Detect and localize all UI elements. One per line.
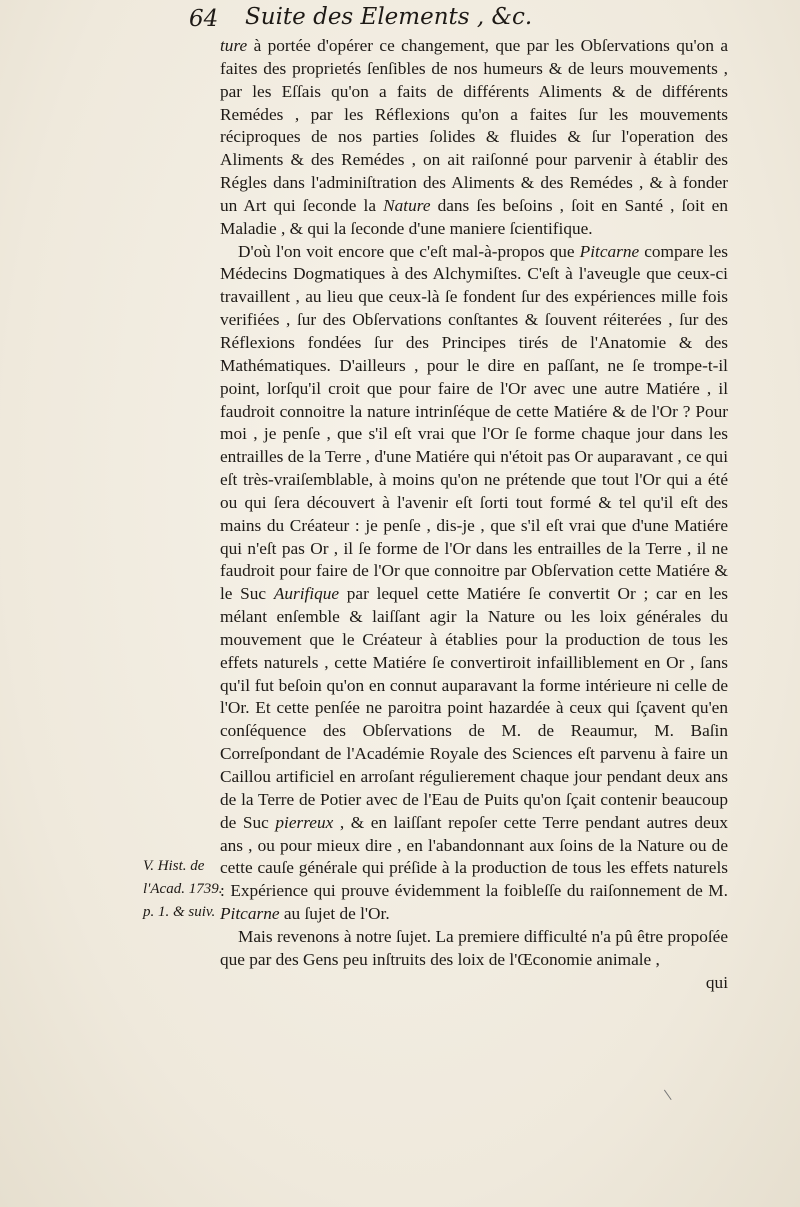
margin-note-line: p. 1. & suiv. (143, 903, 216, 920)
italic-word: ture (220, 36, 248, 55)
page-number: 64 (189, 6, 219, 32)
paragraph-3: Mais revenons à notre ſujet. La premiere difficulté n'a pû être propoſée que par des Gens peu inſtruits des loix de l'Œconomie animale , (220, 926, 728, 969)
italic-word: Pitcarne (220, 904, 280, 924)
running-title: Suite des Elements , &c. (245, 4, 533, 30)
italic-word: Aurifique (273, 584, 340, 604)
italic-word: Pitcarne (579, 241, 640, 261)
italic-word: Nature (383, 195, 431, 215)
margin-note-line: V. Hist. de (143, 858, 205, 874)
italic-word: pierreux (275, 812, 334, 832)
margin-note-line: l'Acad. 1739. (143, 880, 223, 897)
scan-mark (664, 1088, 674, 1100)
body-text (220, 35, 728, 994)
margin-note (143, 855, 223, 924)
catchword: qui (705, 972, 728, 992)
paragraph-1: ture à portée d'opérer ce changement, que par les Obſervations qu'on a faites des proprietés ſenſibles de nos humeurs & de leurs mouvements , par les Eſſais qu'on a faits de différents Aliments & de différents Remédes , par les Réflexions qu'on a faites ſur les mouvements réciproques de nos parties ſolides & fluides & ſur l'operation des Aliments & des Remédes , on ait raiſonné pour parvenir à établir des Régles dans l'adminiſtration des Aliments & des Remédes , & à fonder un Art qui ſeconde la Nature dans ſes beſoins , ſoit en Santé , ſoit en Maladie , & qui la ſeconde d'une maniere ſcientifique. (220, 36, 728, 238)
paragraph-2: D'où l'on voit encore que c'eſt mal-à-propos que Pitcarne compare les Médecins Dogmatiques à des Alchymiſtes. C'eſt à l'aveugle que ceux-ci travaillent , au lieu que ceux-là ſe fondent ſur des expériences mille fois verifiées , ſur des Obſervations conſtantes & ſouvent réiterées , ſur des Réflexions fondées ſur des Principes tirés de l'Anatomie & des Mathématiques. D'ailleurs , pour le dire en paſſant, ne ſe trompe-t-il point, lorſqu'il croit que pour faire de l'Or avec une autre Matiére , il faudroit connoitre la nature intrinſéque de cette Matiére & de l'Or ? Pour moi , je penſe , que s'il eſt vrai que l'Or ſe forme chaque jour dans les entrailles de la Terre , d'une Matiére qui n'étoit pas Or auparavant , ce qui eſt très-vraiſemblable, à moins qu'on ne prétende que tout l'Or qui a été ou qui ſera découvert à l'avenir eſt ſorti tout formé & tel qu'il eſt des mains du Créateur : je penſe , dis-je , que s'il eſt vrai que d'une Matiére qui n'eſt pas Or , il ſe forme de l'Or dans les entrailles de la Terre , il ne faudroit pour faire de l'Or que connoitre par Obſervation cette Matiére & le Suc Aurifique par lequel cette Matiére ſe convertit Or ; car en les mélant enſemble & laiſſant agir la Nature ou les loix générales du mouvement que le Créateur à établies pour la production de tous les effets naturels , cette Matiére ſe convertiroit infailliblement en Or , ſans qu'il fut beſoin qu'on en connut auparavant la forme intérieure ni celle de l'Or. Et cette penſée ne paroitra point hazardée à ceux qui ſçavent qu'en conſéquence des Obſervations de M. de Reaumur, M. Baſin Correſpondant de l'Académie Royale des Sciences eſt parvenu à faire un Caillou artificiel en arroſant régulierement chaque jour pendant deux ans de la Terre de Potier avec de l'Eau de Puits qu'on ſçait contenir beaucoup de Suc pierreux , & en laiſſant repoſer cette Terre pendant autres deux ans , ou pour mieux dire , en l'abandonnant aux ſoins de la Nature ou de cette cauſe générale qui préſide à la production de tous les effets naturels : Expérience qui prouve évidemment la foibleſſe du raiſonnement de M. Pitcarne au ſujet de l'Or. (220, 241, 728, 924)
